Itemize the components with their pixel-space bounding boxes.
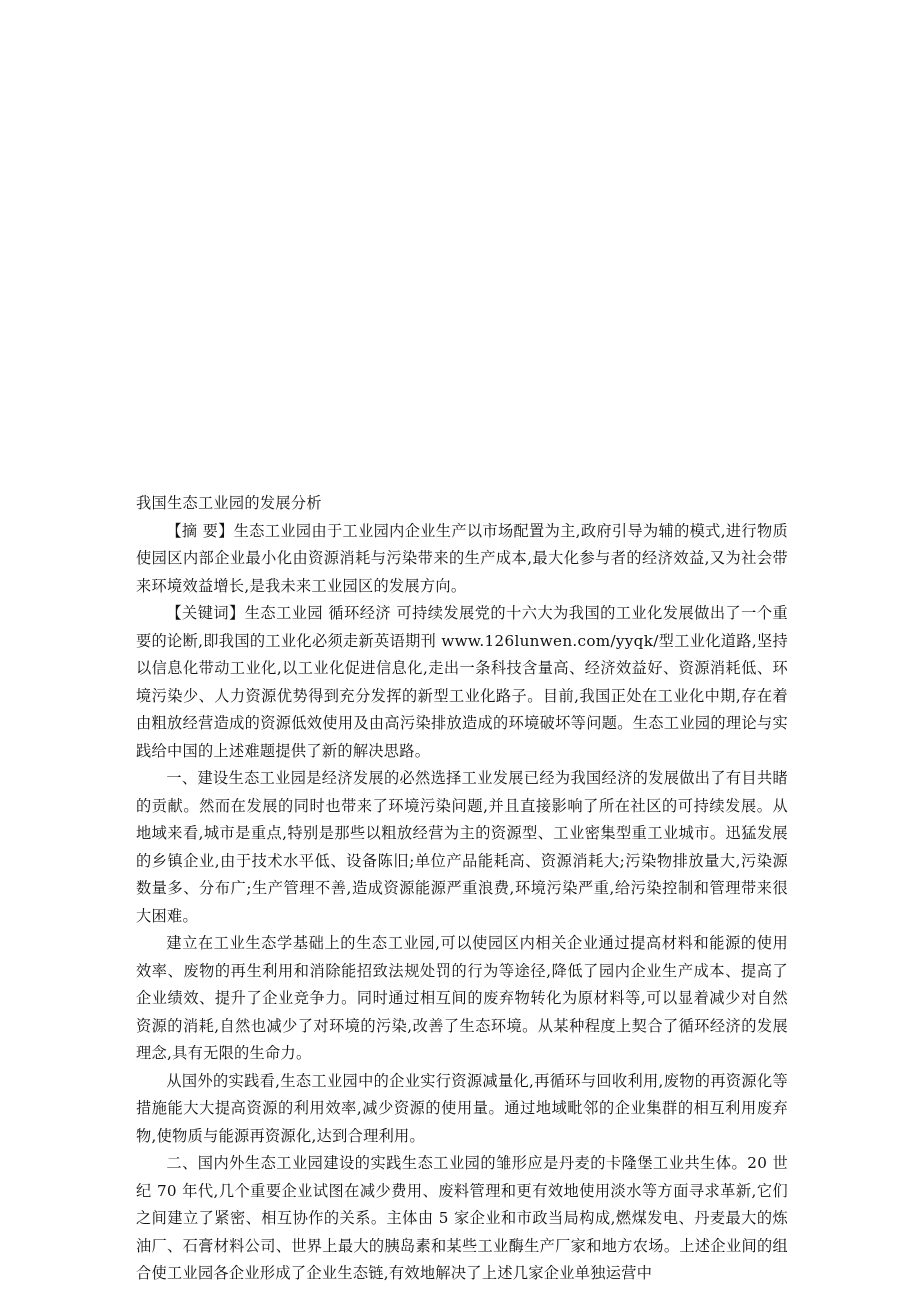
abstract-text: 生态工业园由于工业园内企业生产以市场配置为主,政府引导为辅的模式,进行物质使园区内部企业最小化由资源消耗与污染带来的生产成本,最大化参与者的经济效益,又为社会带来环境效益增长,是我未来工业园区的发展方向。 [136, 521, 789, 595]
abstract-paragraph [136, 518, 788, 601]
document-body [136, 490, 788, 1288]
paragraph-3: 从国外的实践看,生态工业园中的企业实行资源减量化,再循环与回收利用,废物的再资源化等措施能大大提高资源的利用效率,减少资源的使用量。通过地域毗邻的企业集群的相互利用废弃物,使物质与能源再资源化,达到合理利用。 [136, 1071, 788, 1145]
section-1-paragraph: 一、建设生态工业园是经济发展的必然选择工业发展已经为我国经济的发展做出了有目共睹的贡献。然而在发展的同时也带来了环境污染问题,并且直接影响了所在社区的可持续发展。从地域来看,城市是重点,特别是那些以粗放经营为主的资源型、工业密集型重工业城市。迅猛发展的乡镇企业,由于技术水平低、设备陈旧;单位产品能耗高、资源消耗大;污染物排放量大,污染源数量多、分布广;生产管理不善,造成资源能源严重浪费,环境污染严重,给污染控制和管理带来很大困难。 [136, 769, 788, 925]
keywords-label: 【关键词】 [166, 604, 245, 622]
section-2-paragraph: 二、国内外生态工业园建设的实践生态工业园的雏形应是丹麦的卡隆堡工业共生体。20 世纪 70 年代,几个重要企业试图在减少费用、废料管理和更有效地使用淡水等方面寻求革新,它们之间建立了紧密、相互协作的关系。主体由 5 家企业和市政当局构成,燃煤发电、丹麦最大的炼油厂、石膏材料公司、世界上最大的胰岛素和某些工业酶生产厂家和地方农场。上述企业间的组合使工业园各企业形成了企业生态链,有效地解决了上述几家企业单独运营中 [136, 1154, 788, 1282]
document-title: 我国生态工业园的发展分析 [136, 494, 322, 512]
paragraph-2: 建立在工业生态学基础上的生态工业园,可以使园区内相关企业通过提高材料和能源的使用效率、废物的再生利用和消除能招致法规处罚的行为等途径,降低了园内企业生产成本、提高了企业绩效、提升了企业竞争力。同时通过相互间的废弃物转化为原材料等,可以显着减少对自然资源的消耗,自然也减少了对环境的污染,改善了生态环境。从某种程度上契合了循环经济的发展理念,具有无限的生命力。 [136, 934, 788, 1062]
keywords-paragraph [136, 600, 788, 765]
keywords-text: 生态工业园 循环经济 可持续发展党的十六大为我国的工业化发展做出了一个重要的论断,即我国的工业化必须走新英语期刊 www.126lunwen.com/yyqk/型工业化道路,坚持以信息化带动工业化,以工业化促进信息化,走出一条科技含量高、经济效益好、资源消耗低、环境污染少、人力资源优势得到充分发挥的新型工业化路子。目前,我国正处在工业化中期,存在着由粗放经营造成的资源低效使用及由高污染排放造成的环境破坏等问题。生态工业园的理论与实践给中国的上述难题提供了新的解决思路。 [136, 604, 788, 760]
abstract-label: 【摘 要】 [166, 521, 234, 540]
